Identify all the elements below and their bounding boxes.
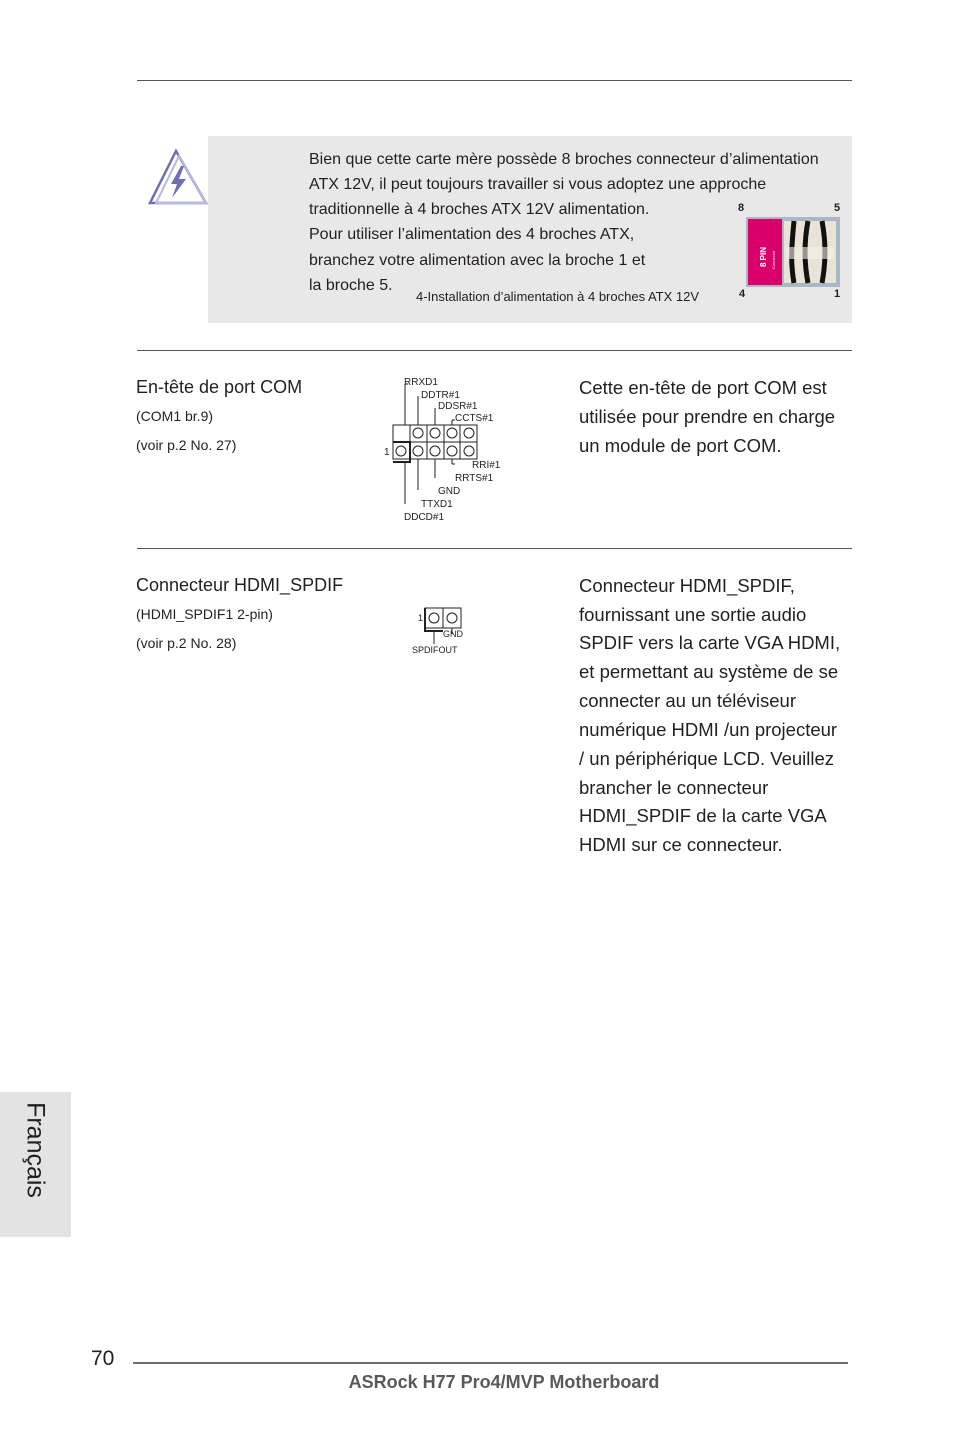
pin-rri1: RRI#1 xyxy=(472,460,501,471)
connector-label: 8 PIN xyxy=(759,246,768,267)
com-rule xyxy=(137,350,852,351)
note-line-4: Pour utiliser l’alimentation des 4 broches ATX, xyxy=(309,226,635,243)
com-desc-1: Cette en-tête de port COM est xyxy=(579,377,827,398)
top-rule xyxy=(137,80,852,81)
com-desc-3: un module de port COM. xyxy=(579,435,782,456)
hdmi-desc-9: HDMI_SPDIF de la carte VGA xyxy=(579,805,827,826)
note-caption: 4-Installation d’alimentation à 4 broches ATX 12V xyxy=(416,289,700,304)
note-line-5: branchez votre alimentation avec la broche 1 et xyxy=(309,252,646,269)
pin-ddtr1: DDTR#1 xyxy=(421,390,460,401)
hdmi-desc-10: HDMI sur ce connecteur. xyxy=(579,834,783,855)
page-number: 70 xyxy=(91,1347,115,1370)
com-pin-diagram xyxy=(380,372,510,527)
com-sub1: (COM1 br.9) xyxy=(136,408,214,424)
pin-label-1: 1 xyxy=(834,288,841,300)
hdmi-desc-7: / un périphérique LCD. Veuillez xyxy=(579,748,835,769)
pin-ddcd1: DDCD#1 xyxy=(404,512,445,523)
pin-ttxd1: TTXD1 xyxy=(421,499,453,510)
pin-ccts1: CCTS#1 xyxy=(455,413,494,424)
hdmi-sub1: (HDMI_SPDIF1 2-pin) xyxy=(136,606,273,622)
hdmi-desc-1: Connecteur HDMI_SPDIF, xyxy=(579,575,795,596)
warning-icon xyxy=(146,148,210,208)
pin-label-4: 4 xyxy=(739,288,746,300)
com-title: En-tête de port COM xyxy=(136,377,303,397)
com-sub2: (voir p.2 No. 27) xyxy=(136,437,237,453)
hdmi-desc-8: brancher le connecteur xyxy=(579,777,769,798)
note-line-6: la broche 5. xyxy=(309,277,393,294)
connector-sublabel: Connector xyxy=(771,250,776,269)
hdmi-pin-gnd: GND xyxy=(443,629,463,639)
pin-ddsr1: DDSR#1 xyxy=(438,401,478,412)
hdmi-desc-5: connecter au un téléviseur xyxy=(579,690,796,711)
hdmi-rule xyxy=(137,548,852,549)
hdmi-desc-3: SPDIF vers la carte VGA HDMI, xyxy=(579,632,841,653)
atx-connector-photo xyxy=(746,217,840,287)
footer-title: ASRock H77 Pro4/MVP Motherboard xyxy=(348,1372,660,1392)
footer-rule xyxy=(133,1362,848,1364)
pin-rrts1: RRTS#1 xyxy=(455,473,494,484)
hdmi-title: Connecteur HDMI_SPDIF xyxy=(136,575,344,595)
hdmi-pin-spdifout: SPDIFOUT xyxy=(412,645,458,655)
pin-label-8: 8 xyxy=(738,202,745,214)
note-line-2: ATX 12V, il peut toujours travailler si vous adoptez une approche xyxy=(309,176,767,193)
hdmi-sub2: (voir p.2 No. 28) xyxy=(136,635,237,651)
hdmi-pin-diagram xyxy=(408,604,478,658)
hdmi-desc-2: fournissant une sortie audio xyxy=(579,604,807,625)
language-tab-label: Français xyxy=(21,1102,50,1198)
hdmi-desc-4: et permettant au système de se xyxy=(579,661,839,682)
com-desc-2: utilisée pour prendre en charge xyxy=(579,406,836,427)
hdmi-pin-one: 1 xyxy=(418,613,424,623)
pin-label-5: 5 xyxy=(834,202,841,214)
note-line-3: traditionnelle à 4 broches ATX 12V alimentation. xyxy=(309,201,650,218)
hdmi-desc-6: numérique HDMI /un projecteur xyxy=(579,719,838,740)
note-line-1: Bien que cette carte mère possède 8 broches connecteur d’alimentation xyxy=(309,151,819,168)
pin-gnd: GND xyxy=(438,486,461,497)
pin-one: 1 xyxy=(384,447,390,458)
pin-rrxd1: RRXD1 xyxy=(404,377,438,388)
